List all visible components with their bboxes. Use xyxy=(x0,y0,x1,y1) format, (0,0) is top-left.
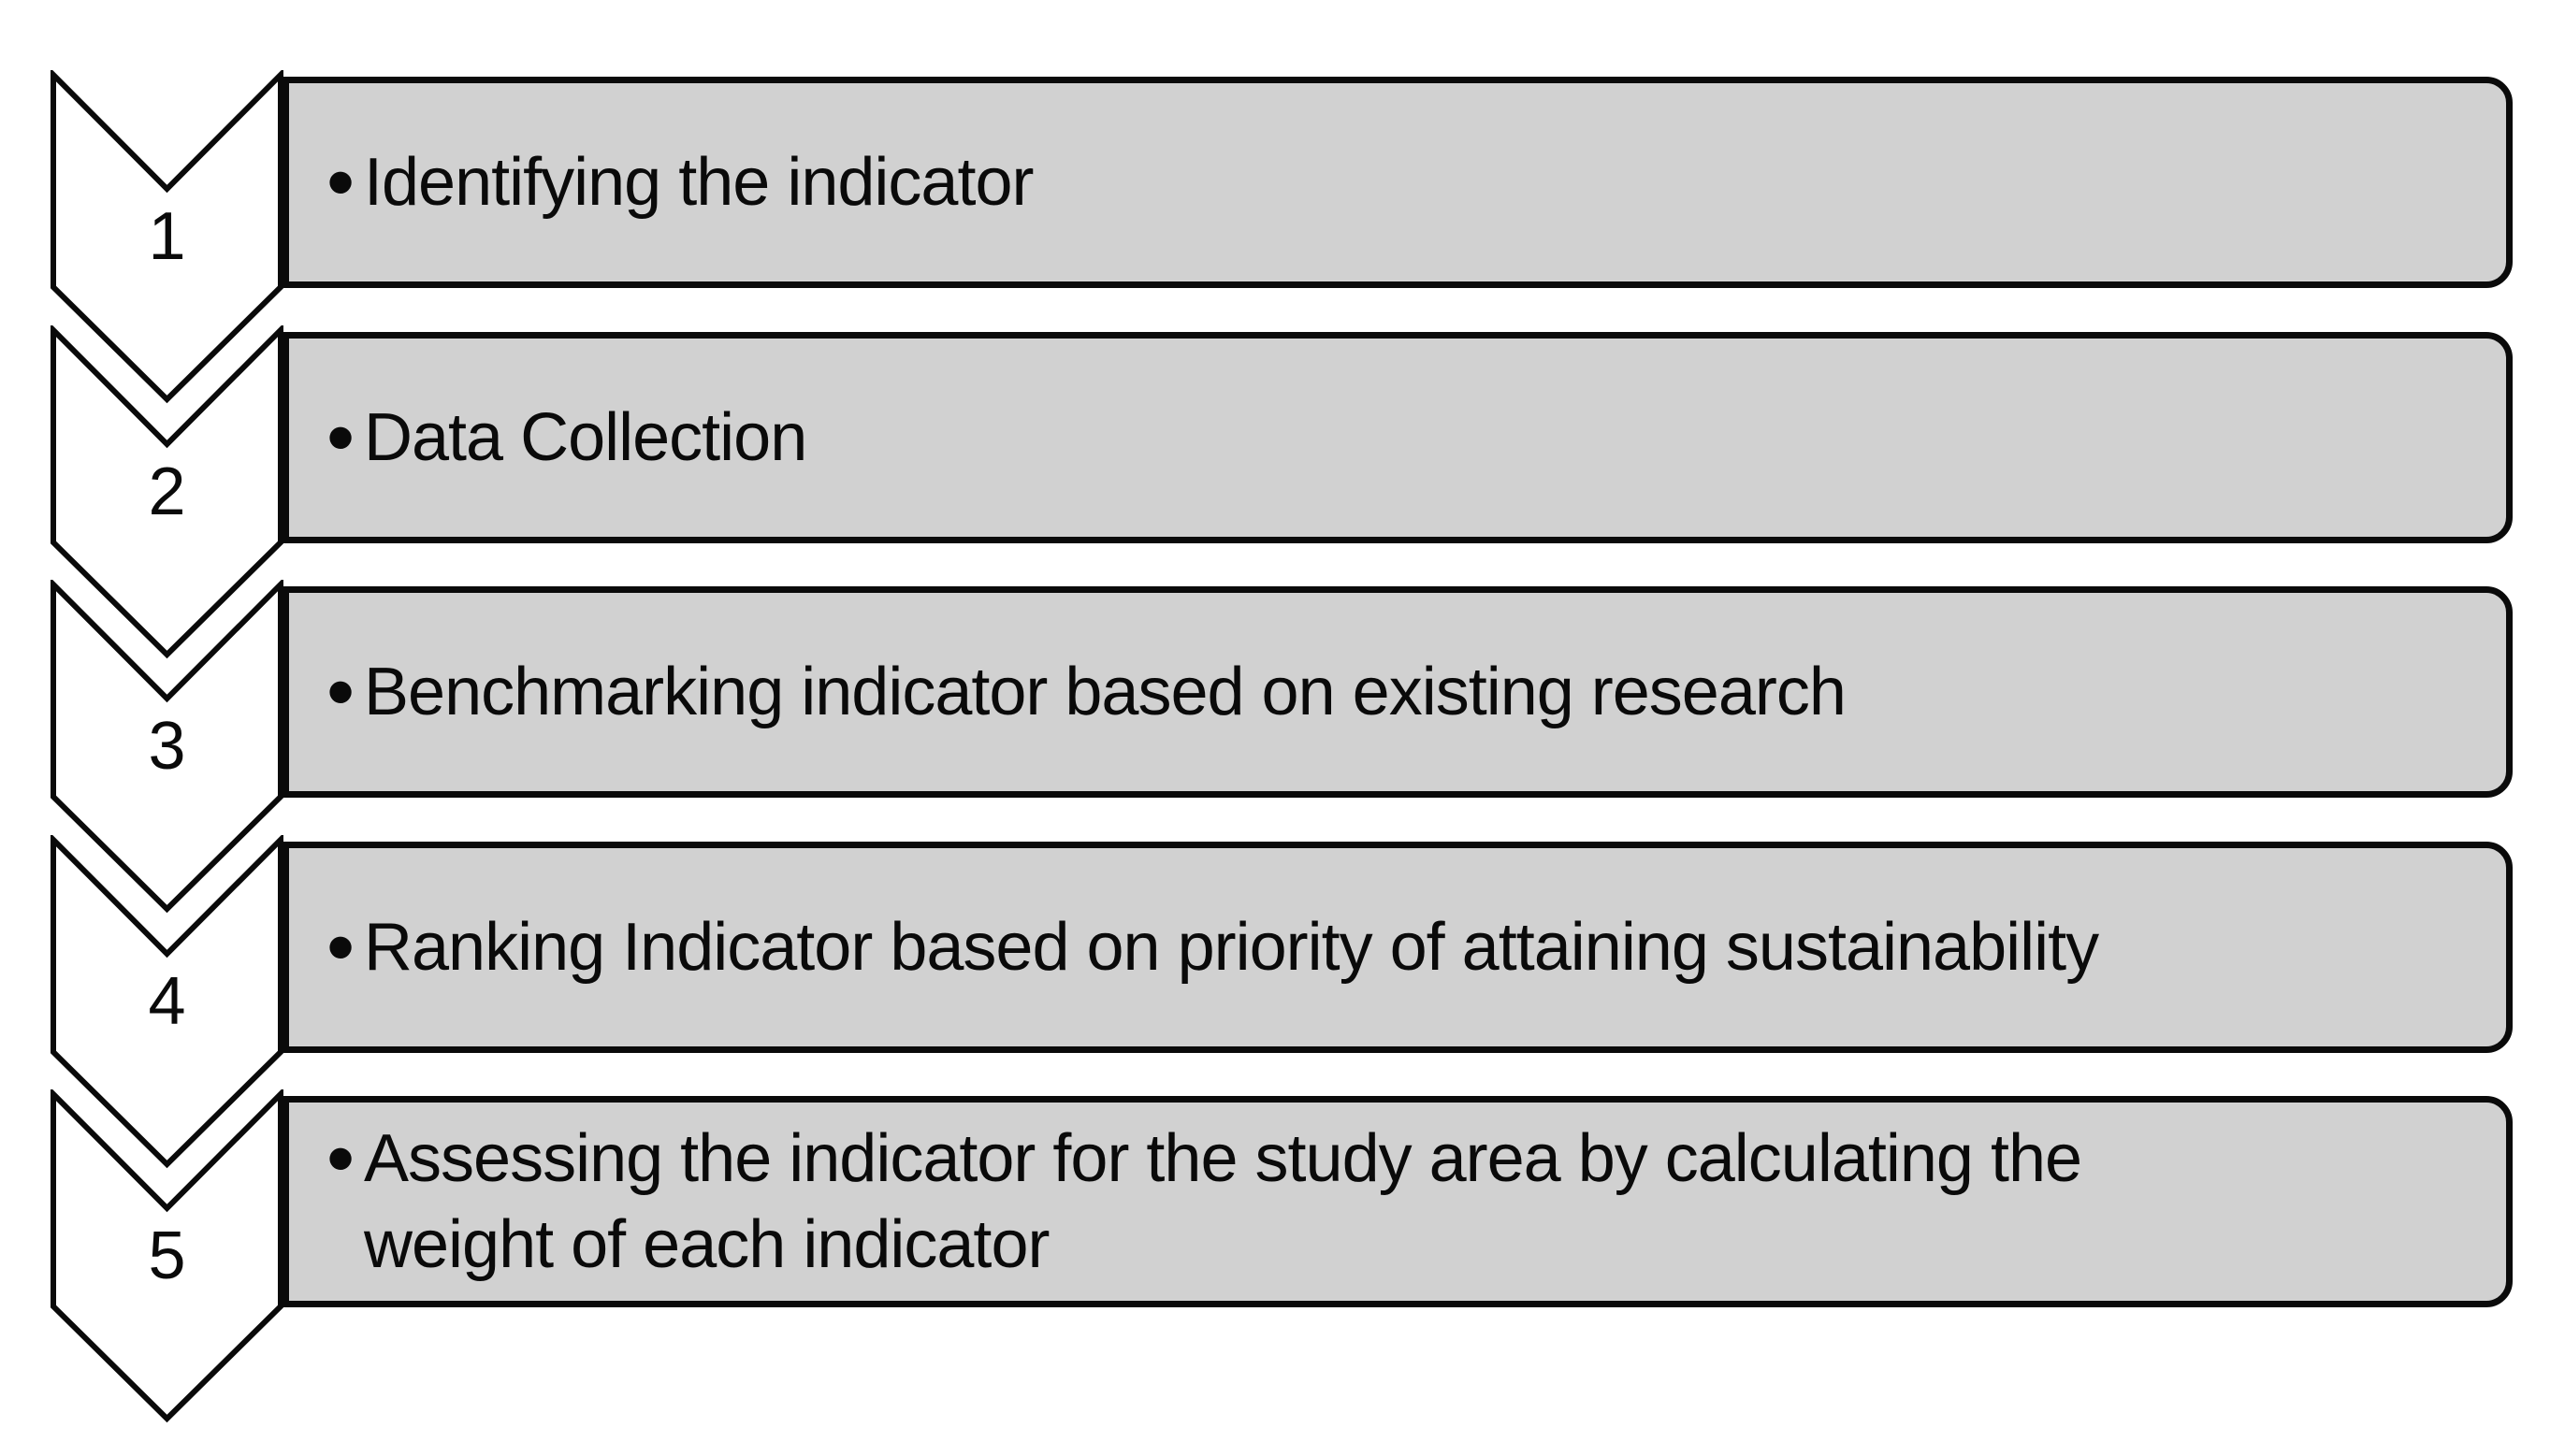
step-number: 1 xyxy=(148,199,186,274)
step-box-4 xyxy=(283,842,2513,1053)
step-text xyxy=(326,395,2478,481)
step-number: 5 xyxy=(148,1218,186,1293)
step-text-line: Benchmarking indicator based on existing research xyxy=(364,655,1846,729)
bullet-icon: • xyxy=(326,1114,355,1204)
step-row-4 xyxy=(0,842,2565,1053)
step-text xyxy=(326,139,2478,225)
step-box-5 xyxy=(283,1096,2513,1307)
step-box-2 xyxy=(283,332,2513,543)
bullet-icon: • xyxy=(326,902,355,992)
step-chevron-5 xyxy=(49,1089,285,1423)
step-text xyxy=(326,904,2478,990)
bullet-icon: • xyxy=(326,647,355,737)
step-row-1 xyxy=(0,77,2565,288)
step-text-line: Data Collection xyxy=(364,400,807,475)
step-text-line: Identifying the indicator xyxy=(364,145,1034,220)
step-row-3 xyxy=(0,586,2565,798)
step-text-line: Ranking Indicator based on priority of attaining sustainability xyxy=(364,910,2099,985)
step-text xyxy=(326,1116,2478,1288)
step-number: 2 xyxy=(148,454,186,529)
step-row-2 xyxy=(0,332,2565,543)
step-number: 4 xyxy=(148,964,186,1039)
step-text-line: Assessing the indicator for the study area by calculating the xyxy=(364,1121,2082,1196)
step-box-3 xyxy=(283,586,2513,798)
step-number: 3 xyxy=(148,709,186,784)
step-text xyxy=(326,649,2478,735)
bullet-icon: • xyxy=(326,137,355,227)
step-text-line: weight of each indicator xyxy=(364,1207,1050,1282)
bullet-icon: • xyxy=(326,393,355,483)
step-row-5 xyxy=(0,1096,2565,1307)
step-box-1 xyxy=(283,77,2513,288)
